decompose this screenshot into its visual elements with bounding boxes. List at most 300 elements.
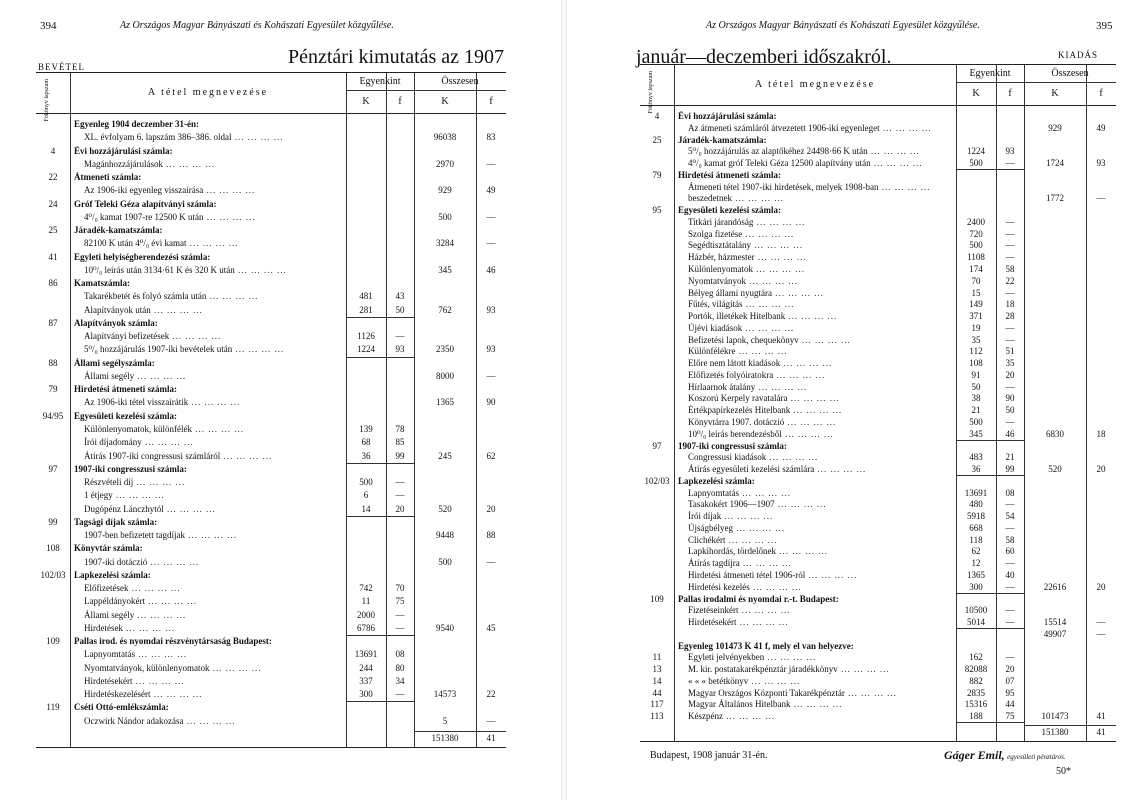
row-amount-of: 90	[486, 397, 496, 408]
subtotal-rule	[956, 169, 1024, 170]
column-rule	[346, 73, 347, 747]
row-folio: 41	[48, 251, 58, 262]
row-amount-ik: 15	[971, 287, 981, 298]
row-amount-of: —	[486, 158, 496, 169]
row-amount-of: 62	[486, 450, 496, 461]
footer-place-date: Budapest, 1908 január 31-én.	[650, 750, 768, 761]
row-amount-if: 20	[395, 503, 405, 514]
row-folio: 11	[652, 652, 662, 663]
row-description: Az 1906-iki tétel visszaírátik ... .	[84, 397, 240, 407]
row-description: beszedetnek ... .	[688, 193, 784, 203]
row-description: Újságbélyeg ... .	[688, 523, 785, 533]
row-amount-ik: 500	[969, 240, 983, 251]
row-description: 5⁰/₀ hozzájárulás az alaptőkéhez 24498·66 K után ... .	[688, 146, 920, 157]
row-amount-ok: 929	[438, 185, 452, 196]
total-k: 151380	[431, 733, 459, 743]
row-amount-if: 22	[1005, 275, 1015, 286]
row-amount-of: —	[486, 715, 496, 726]
row-amount-if: —	[1005, 252, 1015, 263]
row-description: 1907-iki congresszusi számla:	[74, 463, 187, 474]
row-amount-if: 58	[1005, 264, 1015, 274]
row-amount-of: 49	[1096, 122, 1106, 133]
row-folio: 4	[50, 145, 56, 156]
row-amount-ik: 5014	[967, 617, 985, 628]
row-amount-ik: 112	[969, 346, 983, 357]
row-amount-if: —	[1005, 287, 1015, 298]
row-amount-of: 93	[1096, 158, 1106, 169]
row-amount-ik: 174	[969, 264, 983, 274]
total-f: 41	[1096, 727, 1106, 737]
row-description: Átírás egyesületi kezelési számlára ... .	[688, 464, 866, 474]
row-amount-ik: 2000	[357, 609, 375, 620]
page-number: 394	[40, 20, 57, 32]
header-unit-k: K	[362, 96, 370, 107]
header-unit-f: f	[398, 96, 402, 107]
row-amount-if: —	[1005, 617, 1015, 628]
header-description: A tétel megnevezése	[754, 79, 876, 90]
row-amount-ok: 96038	[433, 132, 457, 143]
row-description: Egyesületi kezelési számla:	[678, 205, 781, 216]
row-amount-if: 80	[395, 662, 405, 673]
row-amount-if: 75	[1005, 711, 1015, 722]
row-description: 1 étjegy ... .	[84, 490, 165, 500]
header-egyenkint: Egyenkint	[359, 76, 401, 87]
row-description: Különlenyomatok ... .	[688, 264, 805, 274]
row-amount-of: 20	[486, 503, 496, 514]
row-description: Titkári járandóság ... .	[688, 217, 805, 227]
row-description: Írói díjak ... .	[688, 511, 773, 521]
row-description: Újévi kiadások ... .	[688, 323, 794, 333]
row-folio: 25	[652, 134, 662, 145]
row-amount-ik: 12	[971, 558, 981, 569]
row-amount-ik: 2835	[967, 687, 985, 698]
header-unit-f: f	[489, 96, 493, 107]
row-amount-ik: 1126	[357, 331, 375, 342]
row-folio: 14	[652, 675, 662, 686]
row-amount-ik: 62	[971, 546, 981, 557]
row-amount-ok: 9540	[436, 622, 454, 633]
row-amount-of: —	[486, 556, 496, 567]
ledger-table	[640, 64, 1116, 742]
row-amount-if: 60	[1005, 546, 1015, 557]
row-amount-ik: 21	[971, 405, 981, 416]
row-amount-if: 58	[1005, 534, 1015, 545]
row-amount-ik: 15316	[964, 699, 988, 710]
header-unit-f: f	[1099, 88, 1103, 99]
row-amount-ik: 2400	[967, 216, 985, 227]
row-amount-ik: 480	[969, 499, 983, 510]
row-folio: 119	[46, 702, 60, 713]
row-folio: 13	[652, 664, 662, 675]
row-amount-if: 08	[1005, 487, 1015, 498]
row-amount-ok: 520	[438, 503, 452, 514]
subtotal-rule	[956, 722, 1024, 723]
row-amount-if: 70	[395, 583, 405, 594]
total-rule	[414, 731, 506, 732]
row-description: Alapítványok után ... .	[84, 305, 203, 315]
row-amount-ok: 6830	[1046, 428, 1064, 439]
row-amount-if: 75	[395, 596, 405, 607]
row-description: Tasakokért 1906—1907 ... .	[688, 499, 827, 509]
page-number: 395	[1096, 20, 1113, 32]
row-amount-of: —	[486, 370, 496, 381]
row-description: 1907-iki dotáczió ... .	[84, 557, 199, 567]
row-description: Tagsági díjak számla:	[74, 516, 158, 527]
subtotal-rule	[346, 701, 414, 702]
row-amount-ok: 101473	[1041, 711, 1069, 722]
row-folio: 109	[650, 593, 664, 604]
row-amount-ik: 1108	[967, 252, 985, 263]
row-amount-ik: 281	[359, 304, 373, 315]
row-folio: 102/03	[40, 569, 66, 580]
header-description: A tétel megnevezése	[147, 87, 269, 98]
row-amount-if: 07	[1005, 675, 1015, 686]
row-folio: 87	[48, 317, 58, 328]
row-amount-if: 93	[395, 344, 405, 355]
row-amount-of: 49	[486, 185, 496, 196]
row-amount-ik: 500	[359, 477, 373, 488]
subtotal-rule	[346, 463, 414, 464]
row-amount-ik: 70	[971, 275, 981, 286]
row-amount-ik: 1224	[967, 146, 985, 157]
row-amount-if: 46	[1005, 428, 1015, 439]
row-amount-if: 40	[1005, 570, 1015, 580]
row-amount-ik: 345	[969, 428, 983, 439]
row-folio: 25	[48, 225, 58, 236]
row-amount-of: 88	[486, 530, 496, 541]
row-amount-of: 45	[486, 622, 496, 633]
row-amount-ik: 742	[359, 583, 373, 594]
row-description: Átírás tagdíjra ... .	[688, 558, 792, 568]
row-description: Lappéldányokért ... .	[84, 596, 197, 606]
row-amount-of: —	[1096, 617, 1106, 628]
row-amount-ok: 14573	[433, 689, 457, 700]
row-folio: 94/95	[42, 410, 64, 421]
total-rule	[1024, 725, 1116, 726]
column-rule	[386, 73, 387, 747]
row-description: Pallas irodalmi és nyomdai r.-t. Budapest:	[678, 593, 839, 604]
row-description: Különlenyomatok, különfélék ... .	[84, 424, 244, 434]
row-description: 5⁰/₀ hozzájárulás 1907-iki bevételek után ... .	[84, 344, 284, 355]
row-amount-if: —	[1005, 499, 1015, 510]
row-description: Clichékért ... .	[688, 535, 778, 545]
row-description: 1907-iki congressusi számla:	[678, 440, 787, 451]
header-unit-k: K	[972, 88, 980, 99]
row-amount-ik: 13691	[964, 487, 988, 498]
row-amount-ok: 762	[438, 304, 452, 315]
row-folio: 79	[652, 169, 662, 180]
row-amount-ok: 3284	[436, 238, 454, 249]
row-description: Írói díjadomány ... .	[84, 437, 194, 447]
header-folio: Főkönyv lapszám	[44, 79, 50, 122]
row-amount-if: 90	[1005, 393, 1015, 404]
row-amount-ik: 1365	[967, 570, 985, 580]
row-amount-if: 43	[395, 291, 405, 302]
header-unit-k: K	[441, 96, 449, 107]
row-amount-if: 21	[1005, 452, 1015, 463]
row-description: Magyar Általános Hitelbank ... .	[688, 699, 842, 709]
row-description: Állami segély ... .	[84, 371, 186, 381]
row-amount-of: 41	[1096, 711, 1106, 722]
row-amount-ik: 1224	[357, 344, 375, 355]
row-folio: 109	[46, 636, 60, 647]
row-description: Magánhozzájárulások ... .	[84, 159, 215, 169]
row-folio: 108	[46, 543, 60, 554]
row-amount-ok: 8000	[436, 370, 454, 381]
header-egyenkint: Egyenkint	[969, 68, 1011, 79]
row-amount-if: 93	[1005, 146, 1015, 157]
row-amount-if: —	[395, 609, 405, 620]
row-amount-ik: 244	[359, 662, 373, 673]
column-rule	[414, 73, 415, 747]
row-amount-of: 93	[486, 344, 496, 355]
row-description: Átmeneti tétel 1907-iki hirdetések, melyek 1908-ban ... .	[688, 182, 930, 192]
row-description: Koszorú Kerpely ravatalára ... .	[688, 393, 839, 403]
running-head: Az Országos Magyar Bányászati és Kohászati Egyesület közgyűlése.	[706, 20, 980, 31]
row-amount-if: —	[395, 331, 405, 342]
row-amount-if: —	[1005, 522, 1015, 533]
row-amount-of: 20	[1096, 464, 1106, 475]
row-amount-ik: 162	[969, 652, 983, 663]
row-description: Hirdetési átmeneti tétel 1906-ról ... .	[688, 570, 857, 580]
row-folio: 102/03	[644, 475, 670, 486]
row-description: Fizetéseinkért ... .	[688, 605, 790, 615]
column-rule	[70, 73, 71, 747]
row-amount-ik: 5918	[967, 511, 985, 522]
row-amount-ik: 188	[969, 711, 983, 722]
row-description: Pallas irod. és nyomdai részvénytársaság Budapest:	[74, 636, 272, 647]
row-description: Oczwirk Nándor adakozása ... .	[84, 716, 235, 726]
row-amount-of: —	[486, 211, 496, 222]
row-description: Évi hozzájárulási számla:	[74, 145, 173, 156]
row-description: Hirdetések ... .	[84, 623, 175, 633]
row-description: 10⁰/₀ leírás után 3134·61 K és 320 K után ... .	[84, 265, 287, 276]
row-description: Előfizetések ... .	[84, 583, 180, 593]
row-description: Egyleti helyiségberendezési számla:	[74, 251, 211, 262]
row-amount-ok: 1772	[1046, 193, 1064, 204]
row-amount-if: —	[395, 622, 405, 633]
row-amount-if: 99	[1005, 464, 1015, 475]
row-description: Előfizetés folyóiratokra ... .	[688, 370, 825, 380]
row-description: Az átmeneti számláról átvezetett 1906-iki egyenleget ... .	[688, 123, 932, 133]
row-description: Hirdetésekért ... .	[688, 617, 788, 627]
row-amount-ik: 300	[359, 689, 373, 700]
row-description: Értékpapírkezelés Hitelbank ... .	[688, 405, 842, 415]
row-description: Magyar Országos Központi Takarékpénztár ... .	[688, 688, 897, 698]
row-amount-if: —	[1005, 228, 1015, 239]
row-amount-if: 20	[1005, 369, 1015, 380]
row-amount-ik: 68	[361, 437, 371, 448]
subtotal-rule	[346, 516, 414, 517]
row-folio: 79	[48, 384, 58, 395]
footer-signature: Gáger Emil, egyesületi pénztáros.	[944, 748, 1066, 762]
row-folio: 95	[652, 205, 662, 216]
subtotal-rule	[956, 593, 1024, 594]
row-amount-ik: 483	[969, 452, 983, 463]
row-description: Részvételi díj ... .	[84, 477, 185, 487]
row-amount-if: —	[1005, 322, 1015, 333]
row-amount-ok: 245	[438, 450, 452, 461]
row-amount-ik: 139	[359, 424, 373, 434]
row-description: Congressusi kiadások ... .	[688, 452, 818, 462]
row-description: Alapítványi befizetések ... .	[84, 331, 221, 341]
row-amount-if: —	[1005, 240, 1015, 251]
row-description: Átírás 1907-iki congressusi számláról ... .	[84, 451, 272, 461]
row-amount-ik: 11	[361, 596, 371, 607]
row-amount-ok: 929	[1048, 122, 1062, 133]
row-amount-if: 35	[1005, 358, 1015, 369]
row-description: Hirdetési átmeneti számla:	[74, 384, 177, 395]
row-description: Nyomtatványok, különlenyomatok ... .	[84, 663, 261, 673]
row-description: Bélyeg állami nyugtára ... .	[688, 288, 824, 298]
total-k: 151380	[1041, 727, 1069, 737]
row-amount-ok: 2970	[436, 158, 454, 169]
subtotal-rule	[346, 635, 414, 636]
row-amount-ik: 38	[971, 393, 981, 404]
header-osszesen: Összesen	[441, 76, 479, 87]
running-head: Az Országos Magyar Bányászati és Kohászati Egyesület közgyűlése.	[120, 20, 394, 31]
row-amount-if: —	[1005, 417, 1015, 427]
row-description: Szolga fizetése ... .	[688, 229, 794, 239]
row-amount-of: —	[1096, 193, 1106, 204]
row-amount-ik: 371	[969, 311, 983, 322]
row-description: Lapnyomtatás ... .	[688, 488, 791, 498]
row-description: Átmeneti számla:	[74, 172, 142, 183]
row-amount-ik: 19	[971, 322, 981, 333]
column-rule	[674, 65, 675, 741]
row-description: Portók, illetékek Hitelbank ... .	[688, 311, 837, 321]
row-amount-if: —	[395, 477, 405, 488]
row-description: Lapkezelési számla:	[678, 475, 755, 486]
row-amount-of: 20	[1096, 581, 1106, 592]
section-label: KIADÁS	[1058, 50, 1099, 60]
row-description: Hírlaarnok átalány ... .	[688, 382, 807, 392]
row-description: Alapítványok számla:	[74, 317, 158, 328]
row-amount-ik: 720	[969, 228, 983, 239]
row-amount-if: —	[1005, 216, 1015, 227]
row-description: Készpénz ... .	[688, 711, 775, 721]
page-title: január—deczemberi időszakról.	[636, 46, 892, 68]
row-amount-ok: 2350	[436, 344, 454, 355]
row-amount-if: —	[1005, 381, 1015, 392]
row-description: Gróf Teleki Géza alapítványi számla:	[74, 198, 217, 209]
row-description: Segédtisztátalány ... .	[688, 240, 803, 250]
row-amount-if: 50	[1005, 405, 1015, 416]
row-description: Állami segély ... .	[84, 610, 186, 620]
row-amount-if: 44	[1005, 699, 1015, 710]
row-amount-ik: 300	[969, 581, 983, 592]
row-amount-if: —	[395, 689, 405, 700]
row-amount-of: —	[1096, 628, 1106, 639]
row-amount-if: 20	[1005, 664, 1015, 675]
row-amount-if: —	[1005, 605, 1015, 616]
row-description: 4⁰/₀ kamat gróf Teleki Géza 12500 alapítvány után ... .	[688, 158, 923, 169]
row-description: 4⁰/₀ kamat 1907-re 12500 K után ... .	[84, 212, 255, 223]
row-amount-if: 34	[395, 675, 405, 686]
subtotal-rule	[346, 317, 414, 318]
row-amount-if: 78	[395, 424, 405, 434]
row-amount-ok: 15514	[1043, 617, 1067, 628]
row-description: Egyenleg 1904 deczember 31-én:	[74, 119, 200, 129]
row-description: « « « betétkönyv ... .	[688, 676, 800, 686]
row-amount-if: 99	[395, 450, 405, 461]
row-folio: 117	[650, 699, 664, 710]
row-amount-ik: 118	[969, 534, 983, 545]
row-amount-if: 54	[1005, 511, 1015, 522]
row-description: Könyvtár számla:	[74, 543, 143, 554]
row-folio: 97	[48, 463, 58, 474]
row-description: Különfélékre ... .	[688, 346, 787, 356]
row-description: 82100 K után 4⁰/₀ évi kamat ... .	[84, 238, 238, 249]
row-amount-ok: 5	[442, 715, 448, 726]
row-amount-ik: 82088	[964, 664, 988, 675]
row-amount-ok: 1724	[1046, 158, 1064, 169]
row-folio: 113	[650, 711, 664, 722]
ledger-table	[36, 72, 506, 748]
row-amount-if: 95	[1005, 687, 1015, 698]
row-amount-of: 83	[486, 132, 496, 143]
row-amount-ik: 668	[969, 522, 983, 533]
row-description: Kamatszámla:	[74, 278, 130, 289]
row-description: Járadék-kamatszámla:	[678, 134, 767, 145]
row-description: Könyvtárra 1907. dotáczió ... .	[688, 417, 836, 427]
row-amount-ik: 337	[359, 675, 373, 686]
row-description: Hirdetésekért ... .	[84, 676, 184, 686]
subtotal-rule	[346, 357, 414, 358]
row-description: Cséti Ottó-emlékszámla:	[74, 702, 169, 713]
row-amount-ok: 22616	[1043, 581, 1067, 592]
header-unit-k: K	[1051, 88, 1059, 99]
row-amount-if: —	[1005, 558, 1015, 569]
row-amount-if: 50	[395, 304, 405, 315]
row-description: Nyomtatványok ... .	[688, 276, 798, 286]
row-amount-if: —	[1005, 158, 1015, 169]
row-amount-ik: 882	[969, 675, 983, 686]
row-description: 10⁰/₀ leírás berendezésből ... .	[688, 429, 834, 440]
row-amount-ok: 1365	[436, 397, 454, 408]
row-description: Hirdetési kezelés ... .	[688, 582, 802, 592]
row-folio: 97	[652, 440, 662, 451]
row-amount-ik: 36	[971, 464, 981, 475]
row-description: Járadék-kamatszámla:	[74, 225, 163, 236]
row-amount-ik: 13691	[354, 649, 378, 660]
row-amount-ik: 14	[361, 503, 371, 514]
right-page	[564, 0, 1128, 800]
row-description: Egyleti jelvényekben ... .	[688, 652, 816, 662]
row-amount-if: 18	[1005, 299, 1015, 310]
row-amount-ik: 108	[969, 358, 983, 369]
row-amount-if: 85	[395, 437, 405, 448]
header-osszesen: Összesen	[1051, 68, 1089, 79]
header-rule	[346, 90, 506, 91]
row-amount-ik: 10500	[964, 605, 988, 616]
row-amount-ik: 50	[971, 381, 981, 392]
row-description: Fűtés, világítás ... .	[688, 299, 795, 309]
row-description: XL. évfolyam 6. lapszám 386–386. oldal ... .	[84, 132, 283, 142]
subtotal-rule	[956, 440, 1024, 441]
row-folio: 44	[652, 687, 662, 698]
row-amount-of: 22	[486, 689, 496, 700]
row-amount-if: —	[1005, 652, 1015, 663]
column-rule	[476, 73, 477, 747]
row-description: Lapkihordás, tördelőnek ... .	[688, 546, 828, 556]
row-amount-ik: 6786	[357, 622, 375, 633]
row-description: Lapkezelési számla:	[74, 569, 151, 580]
subtotal-rule	[956, 628, 1024, 629]
row-amount-of: 18	[1096, 428, 1106, 439]
row-description: M. kir. postatakarékpénztár járadékkönyv ... .	[688, 664, 890, 674]
row-folio: 24	[48, 198, 58, 209]
